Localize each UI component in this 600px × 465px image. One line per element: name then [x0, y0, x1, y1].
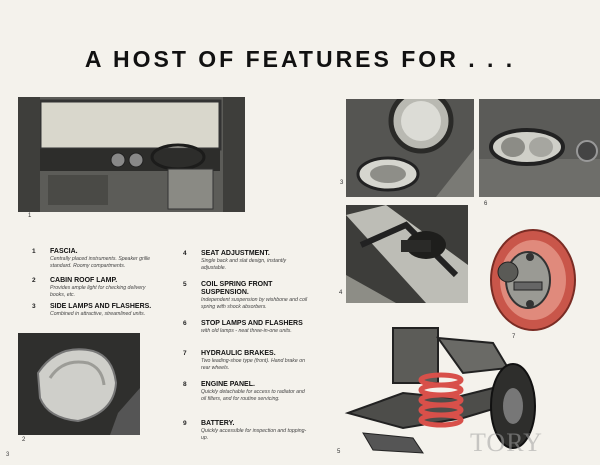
feature-item	[32, 303, 157, 318]
side-lamp-illustration	[346, 99, 474, 197]
page-title: A HOST OF FEATURES FOR . . .	[84, 46, 516, 72]
feature-heading: BATTERY.	[201, 420, 235, 427]
feature-number: 2	[32, 277, 36, 284]
feature-description: Quickly detachable for access to radiator and oil filters, and for routine servicing.	[201, 389, 305, 402]
watermark-text: TORY	[470, 428, 543, 457]
feature-number: 1	[32, 248, 36, 255]
photo-label-4: 4	[339, 290, 343, 296]
photo-label-2: 2	[22, 437, 26, 443]
feature-heading: CABIN ROOF LAMP.	[50, 277, 118, 284]
feature-description: Quickly accessible for inspection and topping-up.	[201, 428, 307, 441]
feature-item	[183, 320, 308, 335]
feature-heading: FASCIA.	[50, 248, 78, 255]
feature-item	[183, 281, 308, 310]
feature-item	[183, 350, 308, 371]
feature-number: 7	[183, 350, 187, 357]
feature-heading: STOP LAMPS AND FLASHERS	[201, 320, 303, 327]
feature-number: 3	[32, 303, 36, 310]
photo-label-3: 3	[340, 180, 344, 186]
feature-item	[183, 250, 308, 271]
feature-heading: ENGINE PANEL.	[201, 381, 255, 388]
roof-lamp-illustration	[18, 333, 140, 435]
photo-stop-lamps	[479, 99, 600, 197]
feature-heading: SEAT ADJUSTMENT.	[201, 250, 270, 257]
feature-description: Combined in attractive, streamlined units.	[50, 311, 146, 317]
feature-heading: COIL SPRING FRONT SUSPENSION.	[201, 281, 273, 296]
stop-lamps-illustration	[479, 99, 600, 197]
page-number: 3	[6, 452, 10, 458]
feature-number: 5	[183, 281, 187, 288]
feature-heading: HYDRAULIC BRAKES.	[201, 350, 276, 357]
feature-description: Single back and slat design, instantly adjustable.	[201, 258, 287, 271]
photo-label-5: 5	[337, 449, 341, 455]
feature-item	[32, 248, 157, 269]
photo-cab-interior	[18, 97, 245, 212]
photo-label-6: 6	[484, 201, 488, 207]
feature-description: Two leading-shoe type (front). Hand brake on rear wheels.	[201, 358, 305, 371]
feature-item	[183, 381, 308, 402]
feature-heading: SIDE LAMPS AND FLASHERS.	[50, 303, 152, 310]
feature-number: 6	[183, 320, 187, 327]
photo-label-7: 7	[512, 334, 516, 340]
photo-label-1: 1	[28, 213, 32, 219]
feature-description: with old lamps - neat three-in-one units.	[201, 328, 292, 334]
photo-seat-adjustment	[346, 205, 468, 303]
feature-number: 8	[183, 381, 187, 388]
feature-description: Provides ample light for checking delivery books, etc.	[50, 285, 146, 298]
feature-number: 9	[183, 420, 187, 427]
photo-side-lamp	[346, 99, 474, 197]
feature-item	[183, 420, 308, 441]
feature-number: 4	[183, 250, 187, 257]
feature-item	[32, 277, 157, 298]
cab-interior-illustration	[18, 97, 245, 212]
photo-roof-lamp	[18, 333, 140, 435]
feature-description: Independent suspension by wishbone and coil spring with shock absorbers.	[201, 297, 308, 310]
feature-description: Centrally placed instruments. Speaker grille standard. Roomy compartments.	[50, 256, 151, 269]
seat-adjustment-illustration	[346, 205, 468, 303]
